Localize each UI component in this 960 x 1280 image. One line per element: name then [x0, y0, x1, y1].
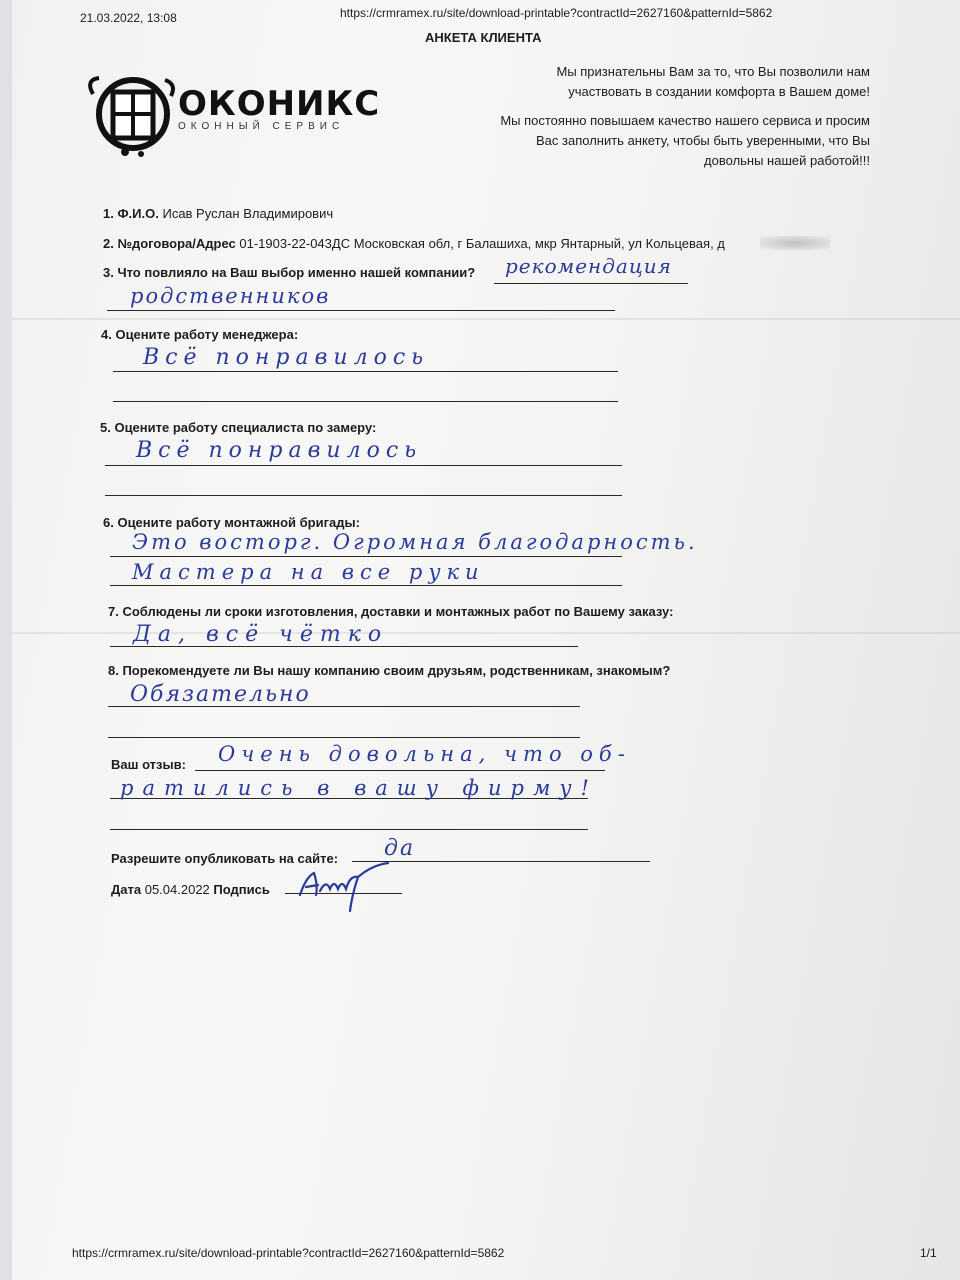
q2-value: 01-1903-22-043ДС Московская обл, г Балашиха, мкр Янтарный, ул Кольцевая, д	[239, 236, 725, 251]
q5-line-2	[105, 495, 622, 496]
intro-text-2: Мы постоянно повышаем качество нашего сервиса и просим Вас заполнить анкету, чтобы быть уверенными, что Вы довольны нашей работой!!!	[500, 113, 870, 168]
review-answer-2: ратились в вашу фирму!	[120, 776, 598, 800]
review-label: Ваш отзыв:	[111, 757, 186, 772]
q6-line-1	[110, 556, 622, 557]
date-value: 05.04.2022	[144, 882, 210, 897]
q6-line-2	[110, 585, 622, 586]
q2-row	[103, 236, 725, 251]
publish-answer: да	[384, 836, 416, 861]
q5-answer-1: Всё понравилось	[136, 438, 423, 463]
intro-text-1: Мы признательны Вам за то, что Вы позволили нам участвовать в создании комфорта в Вашем доме!	[556, 64, 870, 99]
q6-answer-2: Мастера на все руки	[132, 560, 485, 584]
brand-tagline: ОКОННЫЙ СЕРВИС	[178, 121, 345, 132]
signature-label: Подпись	[213, 882, 270, 897]
q7-answer-1: Да, всё чётко	[133, 622, 389, 647]
q3-label: 3. Что повлияло на Ваш выбор именно нашей компании?	[103, 265, 476, 280]
review-line-1	[195, 770, 605, 771]
q3-answer-1: рекомендация	[505, 254, 672, 278]
page-number: 1/1	[920, 1246, 937, 1260]
q5-label: 5. Оцените работу специалиста по замеру:	[100, 420, 377, 435]
publish-label: Разрешите опубликовать на сайте:	[111, 851, 339, 866]
q1-row	[103, 206, 333, 221]
redacted-area	[760, 236, 830, 250]
review-line-3	[110, 829, 588, 830]
q3-line-2	[107, 310, 615, 311]
q1-value: Исав Руслан Владимирович	[162, 206, 334, 221]
q2-label: 2. №договора/Адрес	[103, 236, 236, 251]
date-row	[111, 882, 270, 897]
q3-answer-2: родственников	[130, 284, 331, 308]
footer-url: https://crmramex.ru/site/download-printable?contractId=2627160&patternId=5862	[72, 1246, 505, 1260]
q4-line-1	[113, 371, 618, 372]
q4-label: 4. Оцените работу менеджера:	[101, 327, 299, 342]
signature-image	[292, 855, 397, 915]
print-url: https://crmramex.ru/site/download-printable?contractId=2627160&patternId=5862	[340, 6, 773, 20]
date-label: Дата	[111, 882, 142, 897]
form-title: АНКЕТА КЛИЕНТА	[425, 30, 542, 45]
window-logo-icon	[85, 72, 177, 160]
brand-name: ОКОНИКС	[178, 84, 381, 124]
q8-line-2	[108, 737, 580, 738]
q8-answer-1: Обязательно	[130, 682, 311, 707]
q6-label: 6. Оцените работу монтажной бригады:	[103, 515, 360, 530]
q4-answer-1: Всё понравилось	[143, 345, 430, 370]
review-answer-1: Очень довольна, что об-	[218, 742, 631, 766]
q3-line-1	[494, 283, 688, 284]
q1-label: 1. Ф.И.О.	[103, 206, 159, 221]
q5-line-1	[105, 465, 622, 466]
q4-line-2	[113, 401, 618, 402]
print-datetime: 21.03.2022, 13:08	[80, 11, 177, 25]
paper-crease	[12, 318, 960, 320]
q6-answer-1: Это восторг. Огромная благодарность.	[132, 530, 698, 554]
q7-label: 7. Соблюдены ли сроки изготовления, доставки и монтажных работ по Вашему заказу:	[108, 604, 674, 619]
q8-label: 8. Порекомендуете ли Вы нашу компанию своим друзьям, родственникам, знакомым?	[108, 663, 671, 678]
